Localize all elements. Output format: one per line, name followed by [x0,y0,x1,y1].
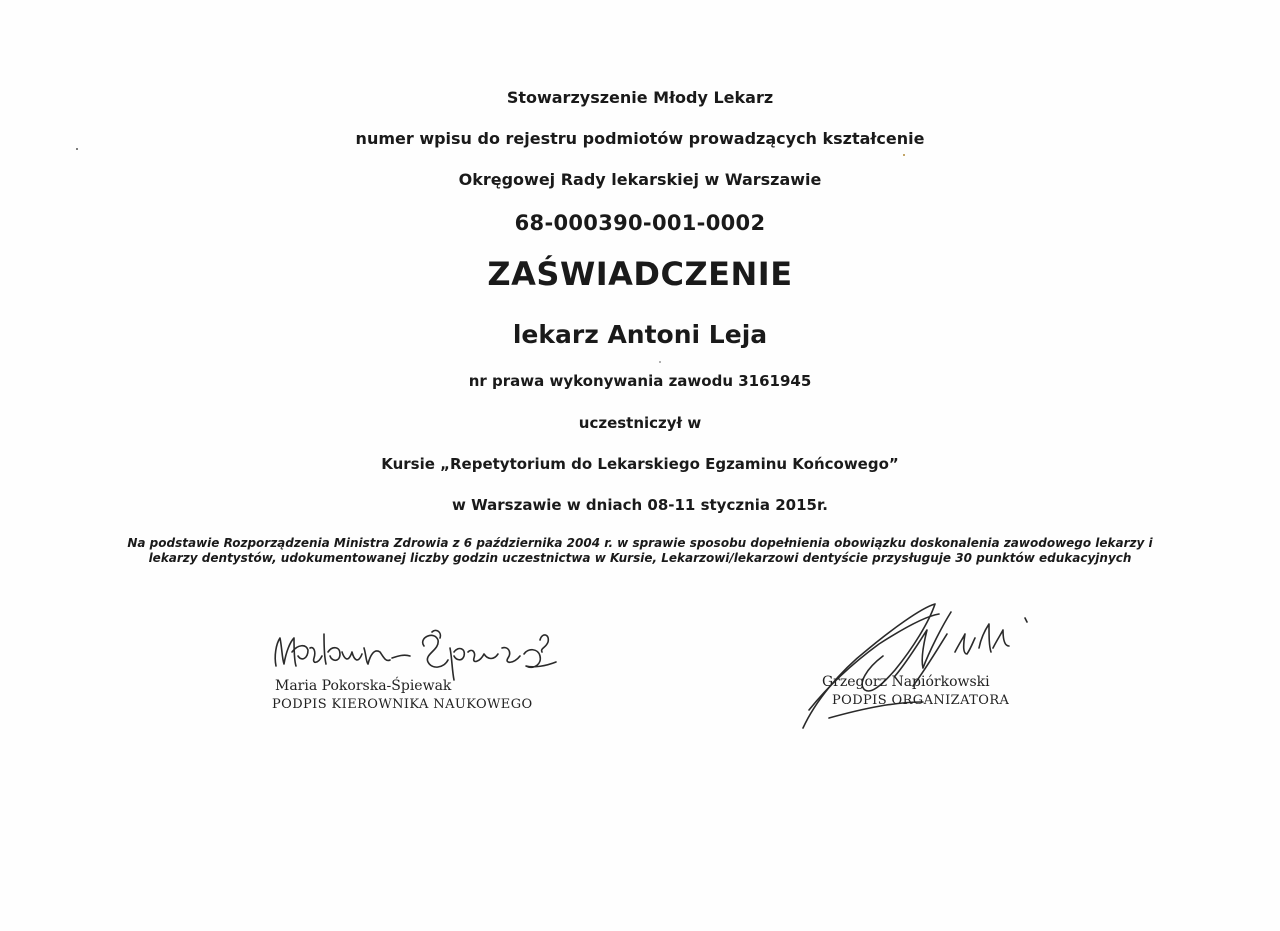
scan-speck [903,154,905,156]
course-name: Kursie „Repetytorium do Lekarskiego Egzaminu Końcowego” [381,455,899,473]
organization-name: Stowarzyszenie Młody Lekarz [506,88,774,107]
course-dates: w Warszawie w dniach 08-11 stycznia 2015r. [452,496,828,514]
register-number: 68-000390-001-0002 [514,211,766,235]
scientific-director-signature-label: PODPIS KIEROWNIKA NAUKOWEGO [272,697,533,712]
council-name: Okręgowej Rady lekarskiej w Warszawie [458,170,822,189]
scientific-director-name: Maria Pokorska-Śpiewak [275,678,452,694]
scan-speck [659,361,661,363]
register-label: numer wpisu do rejestru podmiotów prowadzących kształcenie [355,129,925,148]
participation-text: uczestniczył w [578,414,702,432]
license-number: nr prawa wykonywania zawodu 3161945 [468,372,812,390]
legal-basis [80,536,1200,566]
organizer-signature-label: PODPIS ORGANIZATORA [832,693,1010,708]
recipient-name: lekarz Antoni Leja [512,320,768,349]
legal-basis-line-2: lekarzy dentystów, udokumentowanej liczby godzin uczestnictwa w Kursie, Lekarzowi/lekarzowi dentyście przysługuje 30 punktów edukacyjnych [148,551,1132,565]
document-title: ZAŚWIADCZENIE [487,255,793,293]
legal-basis-line-1: Na podstawie Rozporządzenia Ministra Zdrowia z 6 października 2004 r. w sprawie sposobu dopełnienia obowiązku doskonalenia zawodowego lekarzy i [127,536,1153,550]
organizer-name: Grzegorz Napiórkowski [822,674,990,690]
scan-speck [76,148,78,150]
handwritten-signature-icon [795,590,1055,740]
